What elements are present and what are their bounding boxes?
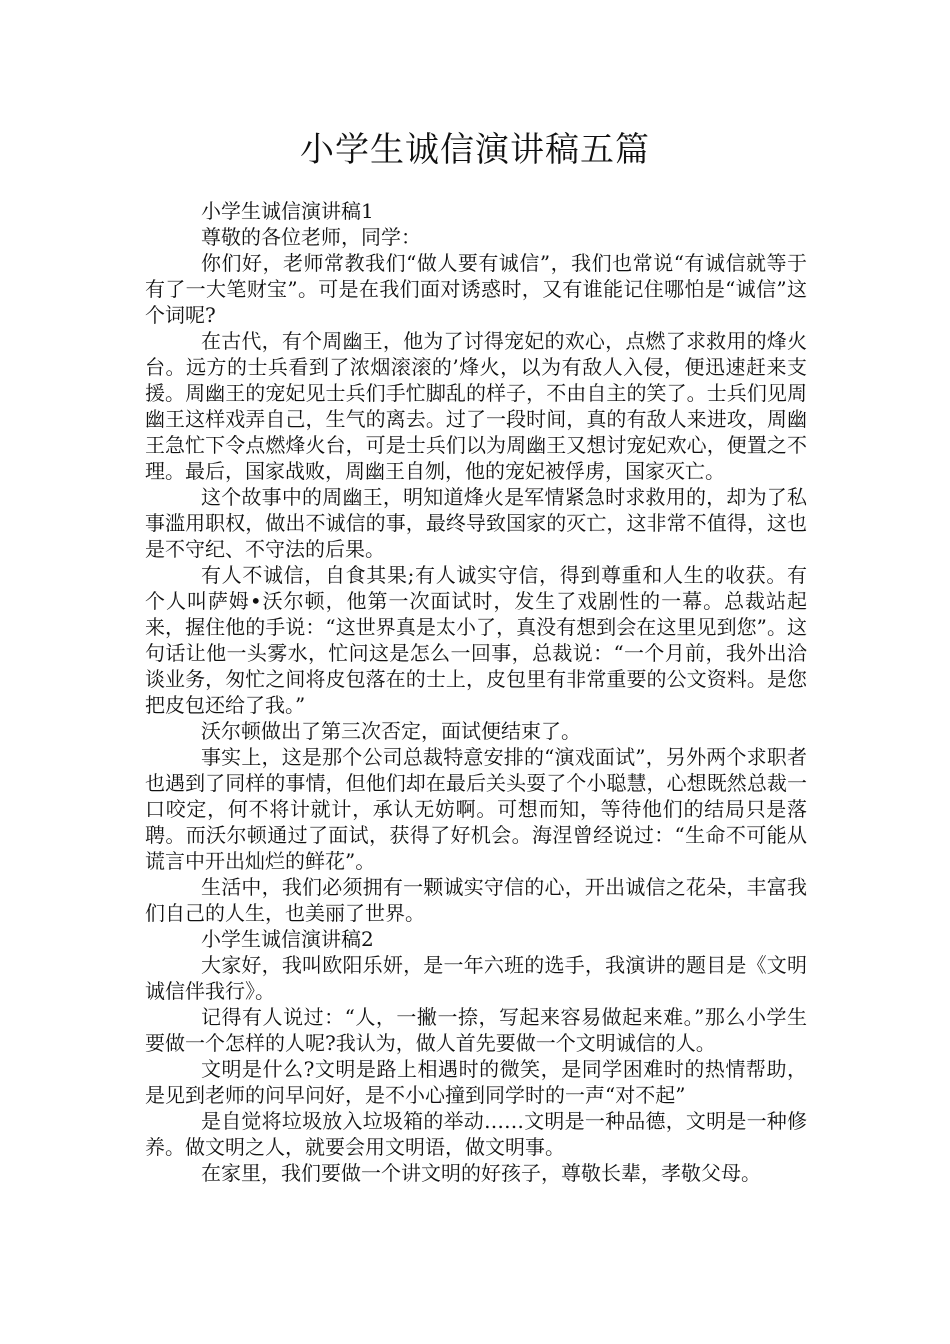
paragraph: 你们好，老师常教我们“做人要有诚信”，我们也常说“有诚信就等于有了一大笔财宝”。可是在我们面对诱惑时，又有谁能记住哪怕是“诚信”这个词呢? (145, 251, 807, 327)
section-heading-1: 小学生诚信演讲稿1 (201, 199, 374, 223)
section-heading-2: 小学生诚信演讲稿2 (201, 927, 374, 951)
document-title: 小学生诚信演讲稿五篇 (300, 130, 650, 170)
document-body (145, 198, 807, 1186)
paragraph: 记得有人说过：“人，一撇一捺，写起来容易做起来难。”那么小学生要做一个怎样的人呢?我认为，做人首先要做一个文明诚信的人。 (145, 1005, 807, 1055)
paragraph: 尊敬的各位老师，同学： (201, 225, 421, 249)
paragraph: 这个故事中的周幽王，明知道烽火是军情紧急时求救用的，却为了私事滥用职权，做出不诚信的事，最终导致国家的灭亡，这非常不值得，这也是不守纪、不守法的后果。 (145, 485, 807, 561)
paragraph: 大家好，我叫欧阳乐妍，是一年六班的选手，我演讲的题目是《文明诚信伴我行》。 (145, 953, 807, 1003)
paragraph: 事实上，这是那个公司总裁特意安排的“演戏面试”，另外两个求职者也遇到了同样的事情，但他们却在最后关头耍了个小聪慧，心想既然总裁一口咬定，何不将计就计，承认无妨啊。可想而知，等待他们的结局只是落聘。而沃尔顿通过了面试，获得了好机会。海涅曾经说过：“生命不可能从谎言中开出灿烂的鲜花”。 (145, 745, 807, 873)
paragraph: 文明是什么?文明是路上相遇时的微笑，是同学困难时的热情帮助，是见到老师的问早问好，是不小心撞到同学时的一声“对不起” (145, 1057, 807, 1107)
paragraph: 在古代，有个周幽王，他为了讨得宠妃的欢心，点燃了求救用的烽火台。远方的士兵看到了浓烟滚滚的’烽火，以为有敌人入侵，便迅速赶来支援。周幽王的宠妃见士兵们手忙脚乱的样子，不由自主的笑了。士兵们见周幽王这样戏弄自己，生气的离去。过了一段时间，真的有敌人来进攻，周幽王急忙下令点燃烽火台，可是士兵们以为周幽王又想讨宠妃欢心，便置之不理。最后，国家战败，周幽王自刎，他的宠妃被俘虏，国家灭亡。 (145, 329, 807, 483)
paragraph: 生活中，我们必须拥有一颗诚实守信的心，开出诚信之花朵，丰富我们自己的人生，也美丽了世界。 (145, 875, 807, 925)
paragraph: 在家里，我们要做一个讲文明的好孩子，尊敬长辈，孝敬父母。 (201, 1161, 761, 1185)
paragraph: 有人不诚信，自食其果;有人诚实守信，得到尊重和人生的收获。有个人叫萨姆•沃尔顿，他第一次面试时，发生了戏剧性的一幕。总裁站起来，握住他的手说：“这世界真是太小了，真没有想到会在这里见到您”。这句话让他一头雾水，忙问这是怎么一回事，总裁说：“一个月前，我外出洽谈业务，匆忙之间将皮包落在的士上，皮包里有非常重要的公文资料。是您把皮包还给了我。” (145, 563, 807, 717)
paragraph: 沃尔顿做出了第三次否定，面试便结束了。 (201, 719, 581, 743)
paragraph: 是自觉将垃圾放入垃圾箱的举动……文明是一种品德，文明是一种修养。做文明之人，就要会用文明语，做文明事。 (145, 1109, 807, 1159)
